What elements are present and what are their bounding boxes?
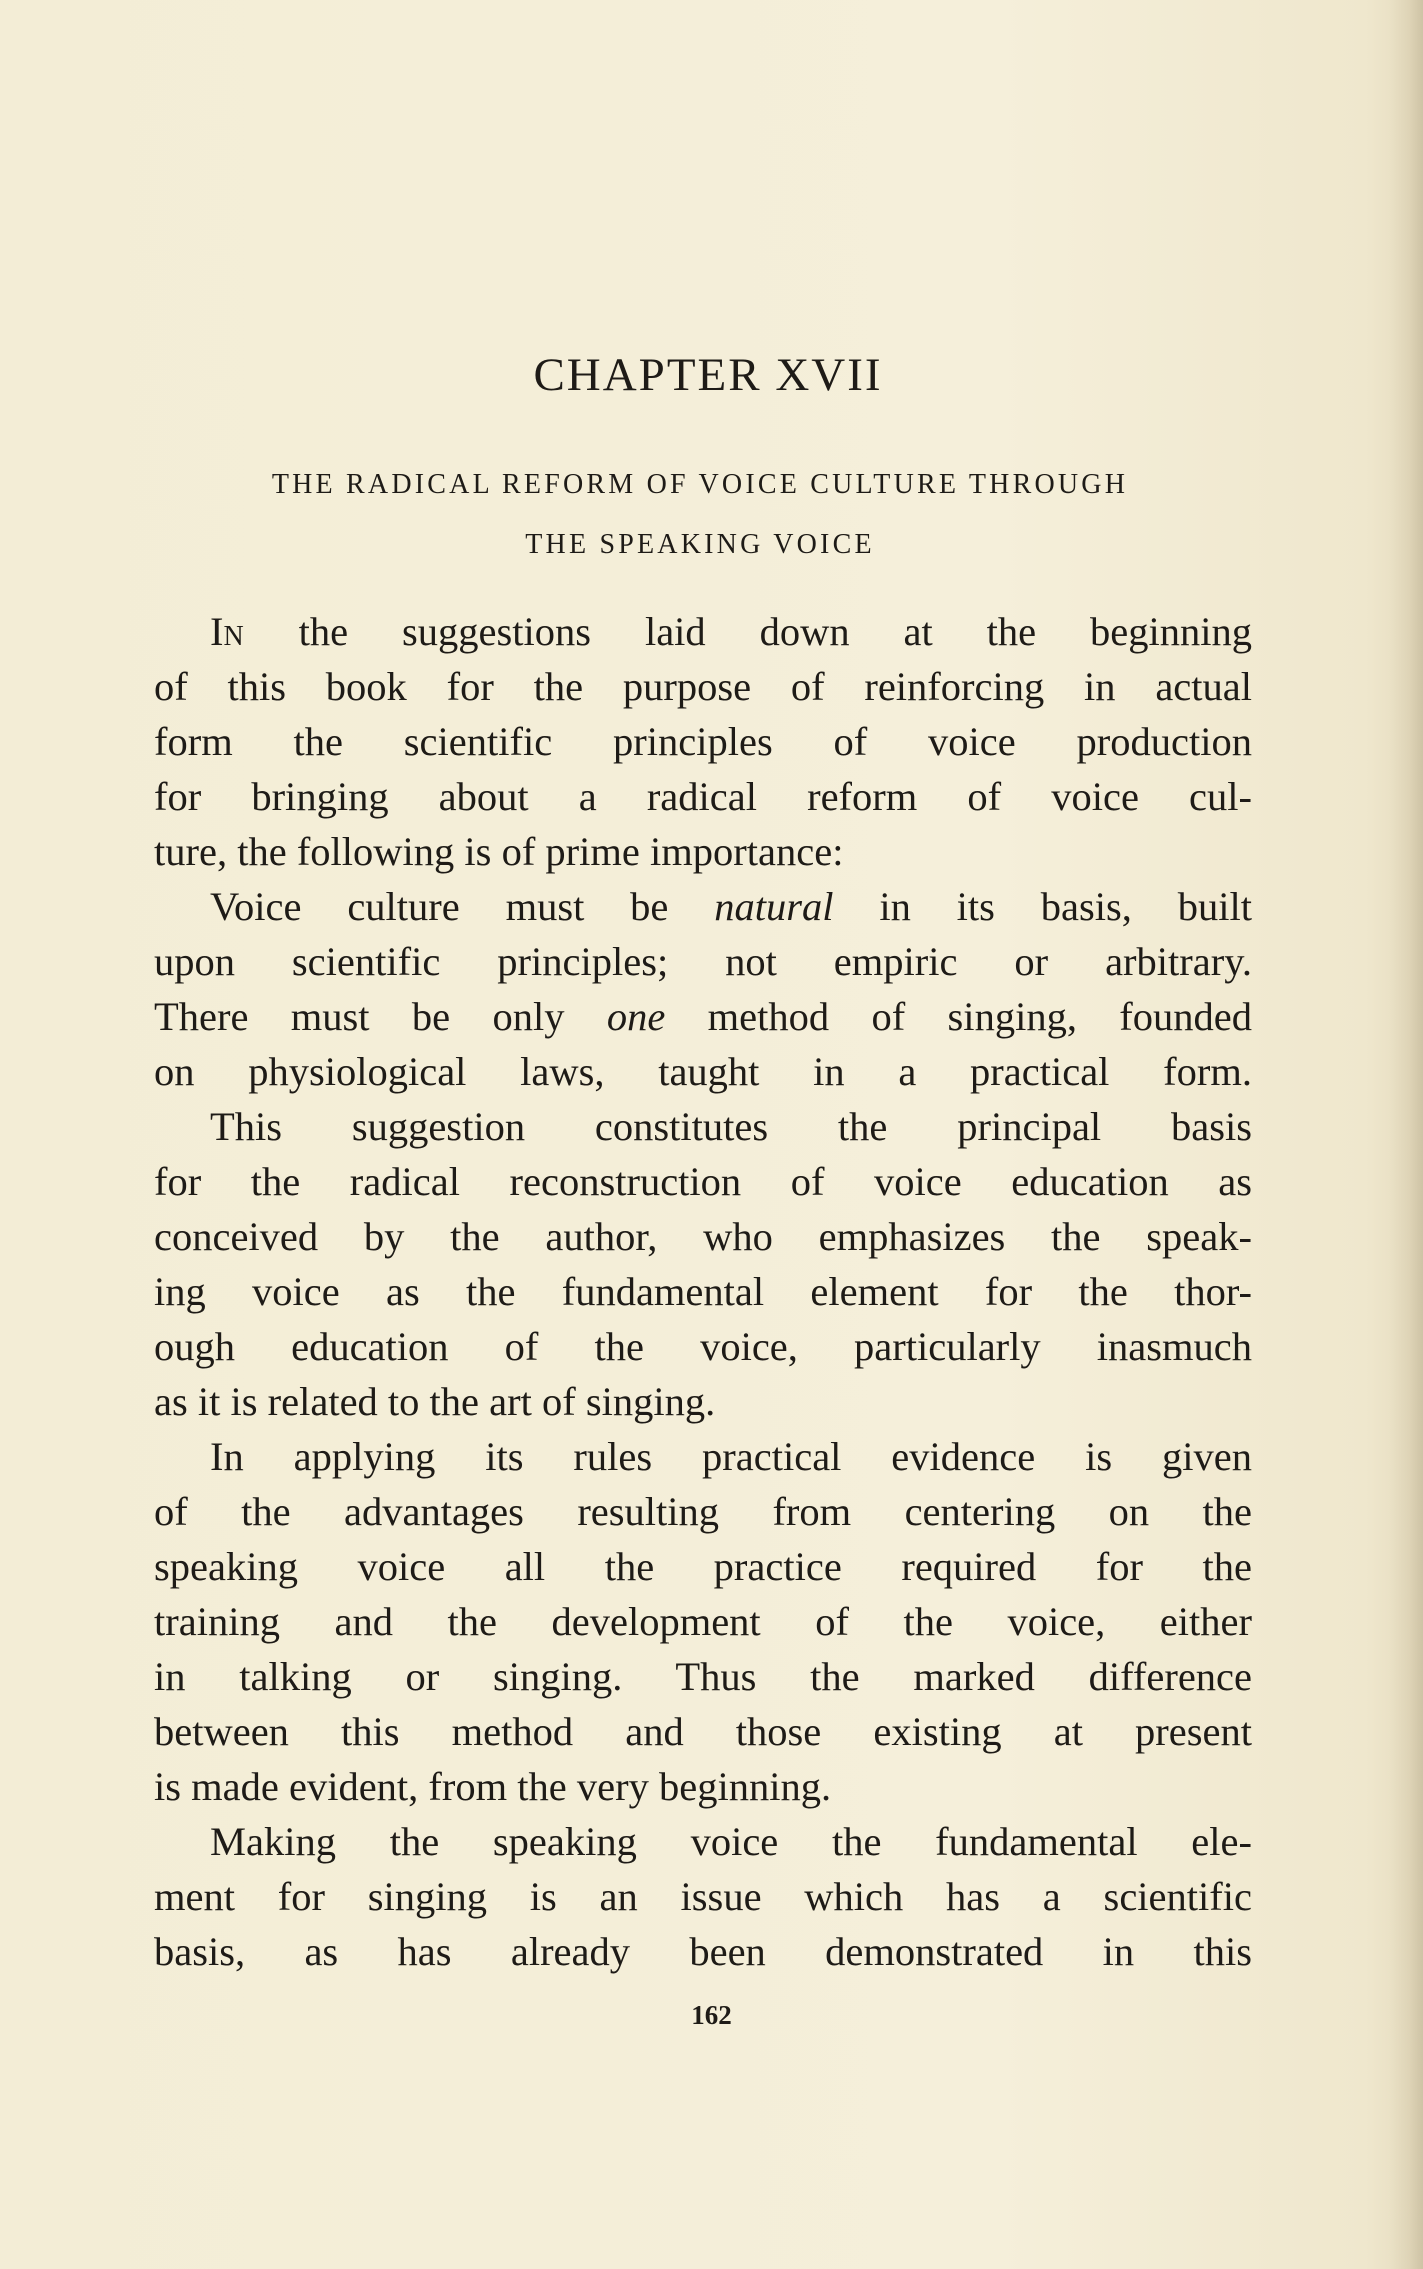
text-line: as it is related to the art of singing. bbox=[154, 1379, 716, 1424]
text-line bbox=[154, 989, 1252, 1044]
text-fragment: the suggestions laid down at the beginning bbox=[244, 609, 1252, 654]
chapter-subtitle bbox=[150, 455, 1250, 575]
text-line bbox=[154, 604, 1252, 659]
text-line: speaking voice all the practice required for the bbox=[154, 1544, 1252, 1589]
text-line: of this book for the purpose of reinforcing in actual bbox=[154, 664, 1252, 709]
text-line: between this method and those existing at present bbox=[154, 1709, 1252, 1754]
subtitle-line: THE RADICAL REFORM OF VOICE CULTURE THROUGH bbox=[271, 469, 1129, 500]
text-line: of the advantages resulting from centering on the bbox=[154, 1489, 1252, 1534]
body-text bbox=[154, 604, 1252, 1979]
text-line: Making the speaking voice the fundamental ele- bbox=[210, 1819, 1252, 1864]
text-line: In applying its rules practical evidence is given bbox=[210, 1434, 1252, 1479]
chapter-title: CHAPTER XVII bbox=[533, 349, 883, 401]
text-line: in talking or singing. Thus the marked difference bbox=[154, 1654, 1252, 1699]
text-line: ment for singing is an issue which has a scientific bbox=[154, 1874, 1252, 1919]
text-line: form the scientific principles of voice production bbox=[154, 719, 1252, 764]
dropcap-letter: I bbox=[210, 609, 224, 654]
text-line: upon scientific principles; not empiric or arbitrary. bbox=[154, 939, 1252, 984]
text-line: basis, as has already been demonstrated in this bbox=[154, 1929, 1252, 1974]
text-fragment: Voice culture must be bbox=[210, 884, 715, 929]
text-line: ing voice as the fundamental element for the thor- bbox=[154, 1269, 1252, 1314]
text-line: ture, the following is of prime importance: bbox=[154, 829, 844, 874]
emphasis-one: one bbox=[606, 994, 666, 1039]
emphasis-natural: natural bbox=[714, 884, 834, 929]
text-fragment: in its basis, built bbox=[833, 884, 1252, 929]
text-fragment: method of singing, founded bbox=[665, 994, 1252, 1039]
text-line: is made evident, from the very beginning. bbox=[154, 1764, 832, 1809]
text-line: training and the development of the voice, either bbox=[154, 1599, 1252, 1644]
text-line: on physiological laws, taught in a practical form. bbox=[154, 1049, 1252, 1094]
text-line: This suggestion constitutes the principal basis bbox=[210, 1104, 1252, 1149]
text-line: conceived by the author, who emphasizes the speak- bbox=[154, 1214, 1252, 1259]
page-number: 162 bbox=[691, 2000, 732, 2030]
text-line: for bringing about a radical reform of voice cul- bbox=[154, 774, 1252, 819]
subtitle-line: THE SPEAKING VOICE bbox=[525, 529, 875, 560]
text-line bbox=[154, 879, 1252, 934]
page-edge-shadow bbox=[1389, 0, 1423, 2269]
text-line: ough education of the voice, particularly inasmuch bbox=[154, 1324, 1252, 1369]
small-caps-letters: N bbox=[223, 621, 245, 652]
text-line: for the radical reconstruction of voice education as bbox=[154, 1159, 1252, 1204]
text-fragment: There must be only bbox=[154, 994, 607, 1039]
